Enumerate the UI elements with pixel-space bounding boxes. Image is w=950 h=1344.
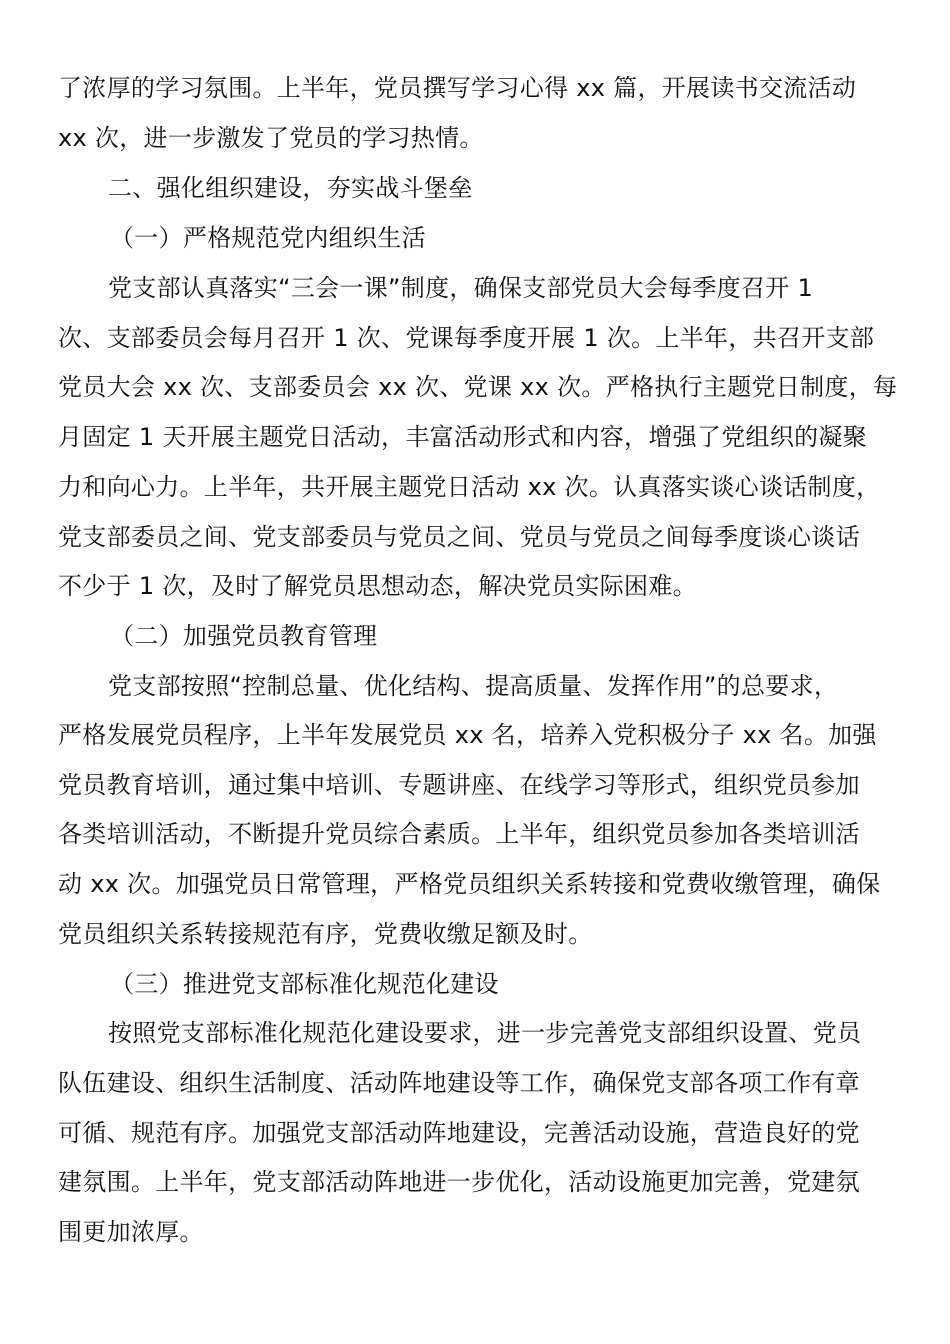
text-line: 次、支部委员会每月召开 1 次、党课每季度开展 1 次。上半年，共召开支部 (58, 324, 875, 352)
text-line: xx 次，进一步激发了党员的学习热情。 (58, 124, 484, 152)
text-line: 不少于 1 次，及时了解党员思想动态，解决党员实际困难。 (58, 572, 697, 600)
text-line: 可循、规范有序。加强党支部活动阵地建设，完善活动设施，营造良好的党 (58, 1119, 860, 1147)
text-line: 力和向心力。上半年，共开展主题党日活动 xx 次。认真落实谈心谈话制度， (58, 473, 881, 501)
text-line: 了浓厚的学习氛围。上半年，党员撰写学习心得 xx 篇，开展读书交流活动 (58, 74, 857, 102)
text-line: 围更加浓厚。 (58, 1218, 204, 1246)
text-line: 队伍建设、组织生活制度、活动阵地建设等工作，确保党支部各项工作有章 (58, 1069, 860, 1097)
text-line: 建氛围。上半年，党支部活动阵地进一步优化，活动设施更加完善，党建氛 (58, 1168, 860, 1196)
text-line: 动 xx 次。加强党员日常管理，严格党员组织关系转接和党费收缴管理，确保 (58, 870, 881, 898)
text-line: 党员组织关系转接规范有序，党费收缴足额及时。 (58, 920, 593, 948)
text-line: 严格发展党员程序，上半年发展党员 xx 名，培养入党积极分子 xx 名。加强 (58, 721, 877, 749)
text-line: 党支部认真落实“三会一课”制度，确保支部党员大会每季度召开 1 (108, 274, 814, 302)
text-line: 党支部委员之间、党支部委员与党员之间、党员与党员之间每季度谈心谈话 (58, 523, 860, 551)
subsection-heading: （三）推进党支部标准化规范化建设 (110, 970, 499, 998)
text-line: 党员大会 xx 次、支部委员会 xx 次、党课 xx 次。严格执行主题党日制度，每 (58, 373, 898, 401)
subsection-heading: （二）加强党员教育管理 (110, 622, 378, 650)
text-line: 月固定 1 天开展主题党日活动，丰富活动形式和内容，增强了党组织的凝聚 (58, 423, 868, 451)
text-line: 党员教育培训，通过集中培训、专题讲座、在线学习等形式，组织党员参加 (58, 771, 860, 799)
text-line: 党支部按照“控制总量、优化结构、提高质量、发挥作用”的总要求， (108, 672, 839, 700)
section-heading: 二、强化组织建设，夯实战斗堡垒 (108, 174, 473, 202)
text-line: 按照党支部标准化规范化建设要求，进一步完善党支部组织设置、党员 (108, 1019, 862, 1047)
text-line: 各类培训活动，不断提升党员综合素质。上半年，组织党员参加各类培训活 (58, 820, 860, 848)
subsection-heading: （一）严格规范党内组织生活 (110, 224, 426, 252)
